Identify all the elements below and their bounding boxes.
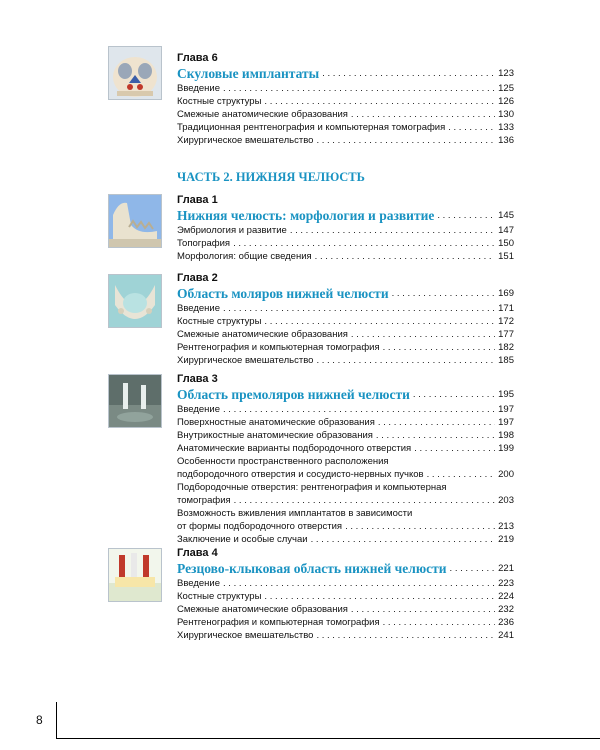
leader-dots — [316, 629, 495, 642]
chapter-heading: Глава 4 — [177, 547, 218, 559]
chapter-title-row[interactable] — [177, 65, 514, 82]
leader-dots — [351, 328, 495, 341]
toc-entry[interactable]: Поверхностные анатомические образования . . . 197 — [177, 416, 514, 429]
chapter-3-block — [177, 373, 514, 546]
toc-entry[interactable]: Хирургическое вмешательство . . . 136 — [177, 134, 514, 147]
toc-entry-line1[interactable]: Особенности пространственного расположения — [177, 456, 389, 467]
toc-entry[interactable]: Хирургическое вмешательство . . . 185 — [177, 354, 514, 367]
leader-dots — [223, 577, 495, 590]
toc-entry[interactable]: Эмбриология и развитие . . . 147 — [177, 224, 514, 237]
leader-dots — [383, 341, 496, 354]
leader-dots — [450, 560, 496, 577]
incisor-canine-thumbnail — [108, 548, 162, 602]
chapter-heading: Глава 3 — [177, 373, 218, 385]
toc-entry[interactable]: Введение . . . 197 — [177, 403, 514, 416]
chapter-title-row[interactable] — [177, 560, 514, 577]
chapter-6-block — [177, 52, 514, 147]
toc-entry-line2[interactable]: подбородочного отверстия и сосудисто-нервных пучков . . . 200 — [177, 468, 514, 481]
toc-entry-line1[interactable]: Подбородочные отверстия: рентгенография и компьютерная — [177, 482, 447, 493]
toc-entry[interactable]: Рентгенография и компьютерная томография . . . 236 — [177, 616, 514, 629]
leader-dots — [316, 354, 495, 367]
chapter-heading: Глава 6 — [177, 52, 218, 64]
leader-dots — [264, 590, 495, 603]
leader-dots — [311, 533, 496, 546]
chapter-title-row[interactable] — [177, 386, 514, 403]
leader-dots — [427, 468, 496, 481]
leader-dots — [351, 603, 495, 616]
toc-entry[interactable]: Костные структуры . . . 224 — [177, 590, 514, 603]
leader-dots — [264, 315, 495, 328]
part-heading: ЧАСТЬ 2. НИЖНЯЯ ЧЕЛЮСТЬ — [177, 170, 365, 184]
leader-dots — [413, 386, 495, 403]
page-ref: 169 — [498, 288, 514, 299]
leader-dots — [223, 302, 495, 315]
leader-dots — [233, 237, 495, 250]
skull-thumbnail — [108, 46, 162, 100]
toc-entry[interactable]: Рентгенография и компьютерная томография . . . 182 — [177, 341, 514, 354]
toc-entry-line2[interactable]: от формы подбородочного отверстия . . . 213 — [177, 520, 514, 533]
leader-dots — [223, 82, 495, 95]
chapter-4-block — [177, 547, 514, 642]
chapter-title: Скуловые имплантаты — [177, 66, 320, 81]
toc-entry[interactable]: Костные структуры . . . 126 — [177, 95, 514, 108]
chapter-title: Нижняя челюсть: морфология и развитие — [177, 208, 435, 223]
toc-entry[interactable]: Топография . . . 150 — [177, 237, 514, 250]
page-number-rule — [56, 702, 57, 738]
leader-dots — [223, 403, 495, 416]
toc-entry[interactable]: Смежные анатомические образования . . . 232 — [177, 603, 514, 616]
toc-entry[interactable]: Внутрикостные анатомические образования . . . 198 — [177, 429, 514, 442]
leader-dots — [315, 250, 495, 263]
leader-dots — [376, 429, 495, 442]
page-ref: 145 — [498, 210, 514, 221]
leader-dots — [378, 416, 495, 429]
leader-dots — [234, 494, 495, 507]
molar-region-thumbnail — [108, 274, 162, 328]
page-number: 8 — [36, 713, 43, 727]
chapter-title: Область премоляров нижней челюсти — [177, 387, 410, 402]
bottom-rule — [56, 738, 600, 739]
chapter-title-row[interactable] — [177, 207, 514, 224]
leader-dots — [345, 520, 495, 533]
toc-entry[interactable]: Смежные анатомические образования . . . 130 — [177, 108, 514, 121]
leader-dots — [414, 442, 495, 455]
chapter-heading: Глава 1 — [177, 194, 218, 206]
leader-dots — [383, 616, 496, 629]
chapter-title: Резцово-клыковая область нижней челюсти — [177, 561, 447, 576]
chapter-heading: Глава 2 — [177, 272, 218, 284]
toc-entry-line1[interactable]: Возможность вживления имплантатов в зависимости — [177, 508, 413, 519]
toc-entry[interactable]: Введение . . . 223 — [177, 577, 514, 590]
toc-entry[interactable]: Введение . . . 125 — [177, 82, 514, 95]
toc-entry[interactable]: Костные структуры . . . 172 — [177, 315, 514, 328]
page-ref: 123 — [498, 68, 514, 79]
toc-entry[interactable]: Введение . . . 171 — [177, 302, 514, 315]
leader-dots — [316, 134, 495, 147]
toc-entry[interactable]: Заключение и особые случаи . . . 219 — [177, 533, 514, 546]
page-ref: 195 — [498, 389, 514, 400]
toc-entry[interactable]: Анатомические варианты подбородочного отверстия . . . 199 — [177, 442, 514, 455]
mandible-thumbnail — [108, 194, 162, 248]
page-ref: 221 — [498, 563, 514, 574]
chapter-1-block — [177, 194, 514, 263]
leader-dots — [392, 285, 496, 302]
toc-entry[interactable]: Морфология: общие сведения . . . 151 — [177, 250, 514, 263]
chapter-2-block — [177, 272, 514, 367]
chapter-title: Область моляров нижней челюсти — [177, 286, 389, 301]
chapter-title-row[interactable] — [177, 285, 514, 302]
toc-entry[interactable]: Смежные анатомические образования . . . 177 — [177, 328, 514, 341]
toc-entry-line2[interactable]: томография . . . 203 — [177, 494, 514, 507]
leader-dots — [351, 108, 495, 121]
leader-dots — [448, 121, 495, 134]
premolar-xray-thumbnail — [108, 374, 162, 428]
leader-dots — [322, 65, 495, 82]
toc-entry[interactable]: Традиционная рентгенография и компьютерная томография . . . 133 — [177, 121, 514, 134]
toc-entry[interactable]: Хирургическое вмешательство . . . 241 — [177, 629, 514, 642]
leader-dots — [264, 95, 495, 108]
leader-dots — [290, 224, 495, 237]
leader-dots — [437, 207, 495, 224]
